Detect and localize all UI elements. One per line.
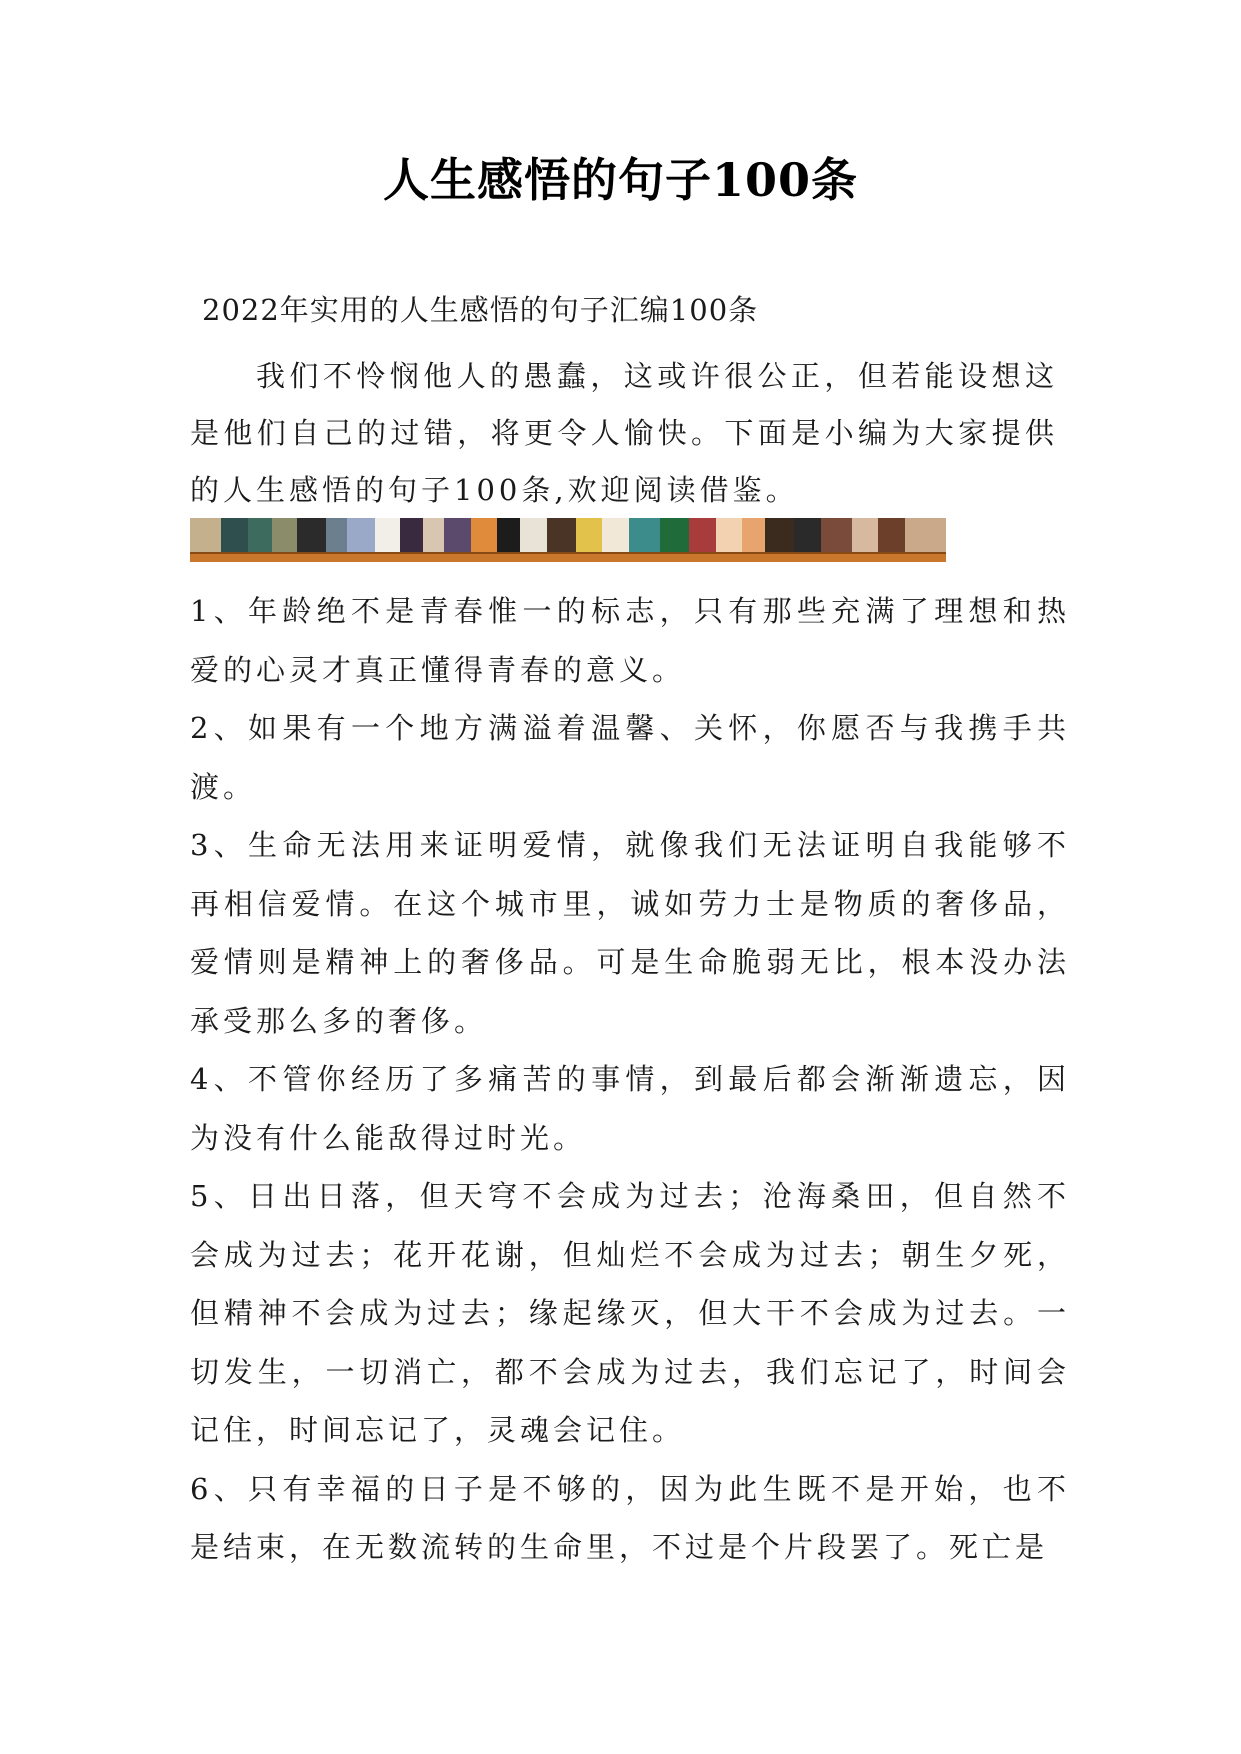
book-spine <box>497 518 520 552</box>
book-spine <box>471 518 496 552</box>
book-spine <box>375 518 400 552</box>
book-spine <box>576 518 601 552</box>
book-spine <box>689 518 716 552</box>
quote-item: 2、如果有一个地方满溢着温馨、关怀，你愿否与我携手共渡。 <box>190 711 1070 804</box>
shelf-board <box>190 552 946 562</box>
book-spine <box>794 518 821 552</box>
book-spine <box>852 518 877 552</box>
book-spine <box>821 518 852 552</box>
quote-list <box>190 582 1070 1577</box>
book-spine <box>444 518 471 552</box>
bookshelf-image <box>190 518 946 562</box>
book-spine <box>547 518 576 552</box>
book-spine <box>878 518 905 552</box>
subtitle: 2022年实用的人生感悟的句子汇编100条 <box>202 293 759 327</box>
intro-paragraph: 我们不怜悯他人的愚蠢，这或许很公正，但若能设想这是他们自己的过错，将更令人愉快。下面是小编为大家提供的人生感悟的句子100条,欢迎阅读借鉴。 <box>190 359 1058 507</box>
book-spine <box>423 518 444 552</box>
quote-item: 5、日出日落，但天穹不会成为过去；沧海桑田，但自然不会成为过去；花开花谢，但灿烂不会成为过去；朝生夕死，但精神不会成为过去；缘起缘灭，但大干不会成为过去。一切发生，一切消亡，都不会成为过去，我们忘记了，时间会记住，时间忘记了，灵魂会记住。 <box>190 1179 1070 1447</box>
book-spine <box>272 518 297 552</box>
quote-item: 1、年龄绝不是青春惟一的标志，只有那些充满了理想和热爱的心灵才真正懂得青春的意义。 <box>190 594 1070 687</box>
book-spine <box>400 518 423 552</box>
book-spine <box>629 518 660 552</box>
book-spine <box>326 518 347 552</box>
book-spine <box>190 518 221 552</box>
quote-item: 3、生命无法用来证明爱情，就像我们无法证明自我能够不再相信爱情。在这个城市里，诚如劳力士是物质的奢侈品，爱情则是精神上的奢侈品。可是生命脆弱无比，根本没办法承受那么多的奢侈。 <box>190 828 1070 1038</box>
book-spine <box>716 518 741 552</box>
book-spine <box>520 518 547 552</box>
book-spine <box>905 518 946 552</box>
book-spine <box>742 518 765 552</box>
book-spine <box>347 518 374 552</box>
page-title: 人生感悟的句子100条 <box>382 153 859 207</box>
book-spine <box>765 518 794 552</box>
quote-item: 6、只有幸福的日子是不够的，因为此生既不是开始，也不是结束，在无数流转的生命里，不过是个片段罢了。死亡是 <box>190 1471 1070 1564</box>
book-spine <box>660 518 689 552</box>
book-spine <box>602 518 629 552</box>
book-spine <box>221 518 248 552</box>
book-spine <box>248 518 271 552</box>
quote-item: 4、不管你经历了多痛苦的事情，到最后都会渐渐遗忘，因为没有什么能敌得过时光。 <box>190 1062 1070 1155</box>
book-spine <box>297 518 326 552</box>
